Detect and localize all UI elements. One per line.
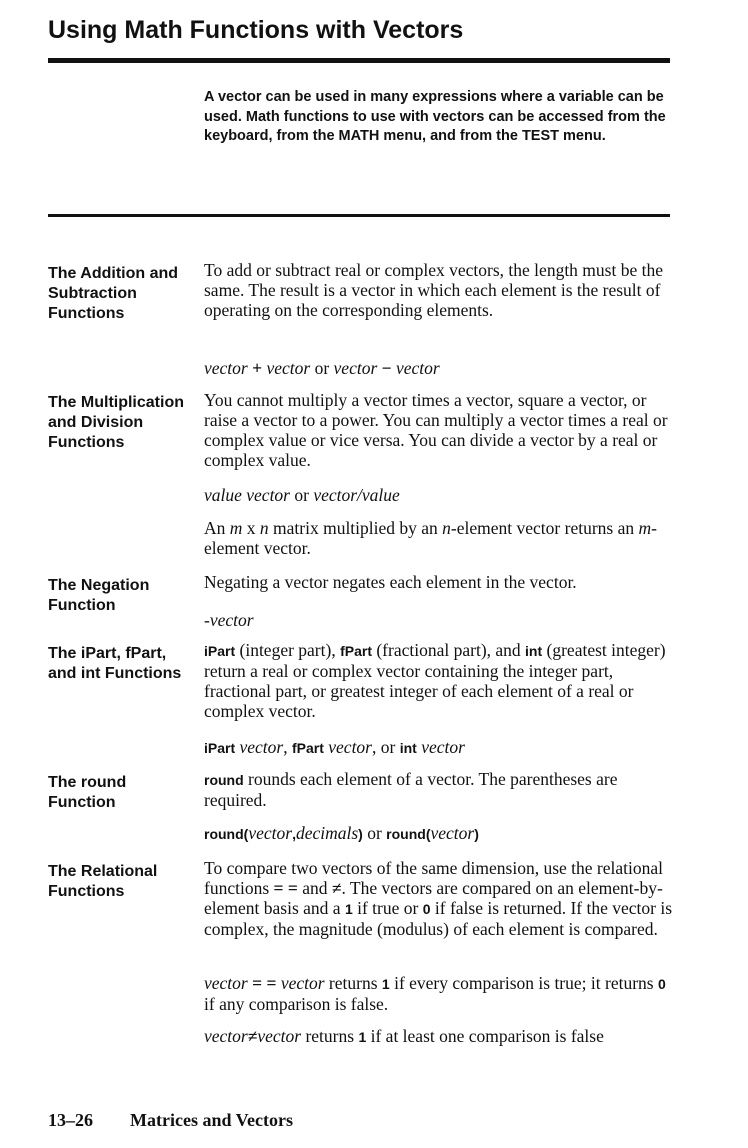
keyword: iPart [204,643,236,659]
text-run: , [283,737,292,757]
keyword: ) [474,826,479,842]
ex-or: or [310,358,334,378]
keyword: round( [204,826,249,842]
keyword: int [399,740,417,756]
operator: ≠ [331,878,342,898]
text-run: and [297,878,332,898]
example-round [204,823,674,844]
keyword: int [525,643,543,659]
text-run: rounds each element of a vector. The parentheses are required. [204,769,618,810]
text-ipart [204,640,674,721]
ex-operator: + [247,358,267,378]
ex-token: vector [204,1026,248,1046]
keyword: , [292,826,296,842]
ex-token: vector [248,823,293,843]
text-matrix-vector [204,518,674,558]
top-rule [48,58,670,63]
ex-token: vector [396,358,440,378]
var-m: m [229,518,243,538]
ex-token: value vector [204,485,290,505]
heading-round: The round Function [48,774,127,811]
text-run: (fractional part), and [371,640,526,660]
keyword: iPart [204,740,236,756]
example-multiplication [204,485,674,505]
text-relational [204,858,674,939]
text-run: if any comparison is false. [204,994,389,1014]
ex-token: vector [280,973,325,993]
text-run: . The vectors are compared on an element-by-element basis and a [204,878,663,918]
ex-token: vector [416,737,465,757]
text-run: returns [301,1026,359,1046]
keyword: 1 [358,1029,367,1045]
text-run: An [204,518,230,538]
keyword: ) [358,826,363,842]
keyword: 0 [422,901,431,917]
operator: = = [247,973,281,993]
text-run: if true or [352,898,423,918]
heading-ipart: The iPart, fPart, and int Functions [48,645,182,682]
ex-token: vector [204,973,248,993]
page-title: Using Math Functions with Vectors [48,16,464,44]
text-run: (greatest integer) return a real or complex vector containing the integer part, fractional part, or greatest integer of each element of a real or complex vector. [204,640,666,721]
text-run: x [242,518,260,538]
heading-negation: The Negation Function [48,577,150,614]
keyword: fPart [340,643,372,659]
ex-token: vector [235,737,284,757]
heading-addition: The Addition and Subtraction Functions [48,265,179,322]
page-number: 13–26 [48,1110,93,1130]
example-relational-notequal [204,1026,674,1047]
heading-multiplication: The Multiplication and Division Functions [48,394,184,451]
page-footer [48,1110,293,1131]
var-m: m [638,518,652,538]
example-addition [204,358,674,378]
text-run: (integer part), [235,640,341,660]
keyword: 1 [381,976,390,992]
ex-operator: − [377,358,396,378]
operator: ≠ [247,1026,258,1046]
operator: = = [273,878,298,898]
var-n: n [259,518,269,538]
keyword: round( [386,826,431,842]
text-run: if at least one comparison is false [366,1026,604,1046]
ex-or: or [362,823,387,843]
text-round [204,769,674,810]
text-multiplication: You cannot multiply a vector times a vector, square a vector, or raise a vector to a power. You can multiply a vector times a real or complex value or vice versa. You can divide a vector by a real or complex value. [204,390,668,470]
section-divider [48,214,670,217]
example-ipart [204,737,674,758]
text-run: , or [372,737,400,757]
intro-paragraph: A vector can be used in many expressions where a variable can be used. Math functions to use with vectors can be accessed from the keyboard, from the MATH menu, and from the TEST menu. [204,89,666,144]
example-relational-equal [204,973,674,1014]
ex-token: vector [266,358,311,378]
keyword: 0 [657,976,666,992]
text-run: -element vector. [204,518,657,558]
keyword: 1 [344,901,353,917]
text-run: if every comparison is true; it returns [389,973,658,993]
text-run: returns [324,973,382,993]
ex-token: vector [323,737,372,757]
ex-token: vector [204,358,248,378]
ex-token: vector [430,823,475,843]
keyword: fPart [291,740,324,756]
ex-operator: - [204,610,210,630]
text-run: if false is returned. If the vector is complex, the magnitude (modulus) of each element is compared. [204,898,673,939]
ex-token: decimals [295,823,359,843]
ex-token: vector [333,358,378,378]
text-addition: To add or subtract real or complex vectors, the length must be the same. The result is a vector in which each element is the result of operating on the corresponding elements. [204,260,663,320]
text-run: -element vector returns an [450,518,639,538]
example-negation [204,610,674,630]
text-negation: Negating a vector negates each element in the vector. [204,572,577,592]
keyword: round [204,772,244,788]
text-run: matrix multiplied by an [268,518,443,538]
text-run: To compare two vectors of the same dimension, use the relational functions [204,858,663,898]
ex-or: or [290,485,314,505]
chapter-title: Matrices and Vectors [130,1110,293,1130]
ex-token: vector/value [313,485,400,505]
ex-token: vector [257,1026,302,1046]
var-n: n [442,518,451,538]
heading-relational: The Relational Functions [48,863,158,900]
ex-token: vector [209,610,254,630]
